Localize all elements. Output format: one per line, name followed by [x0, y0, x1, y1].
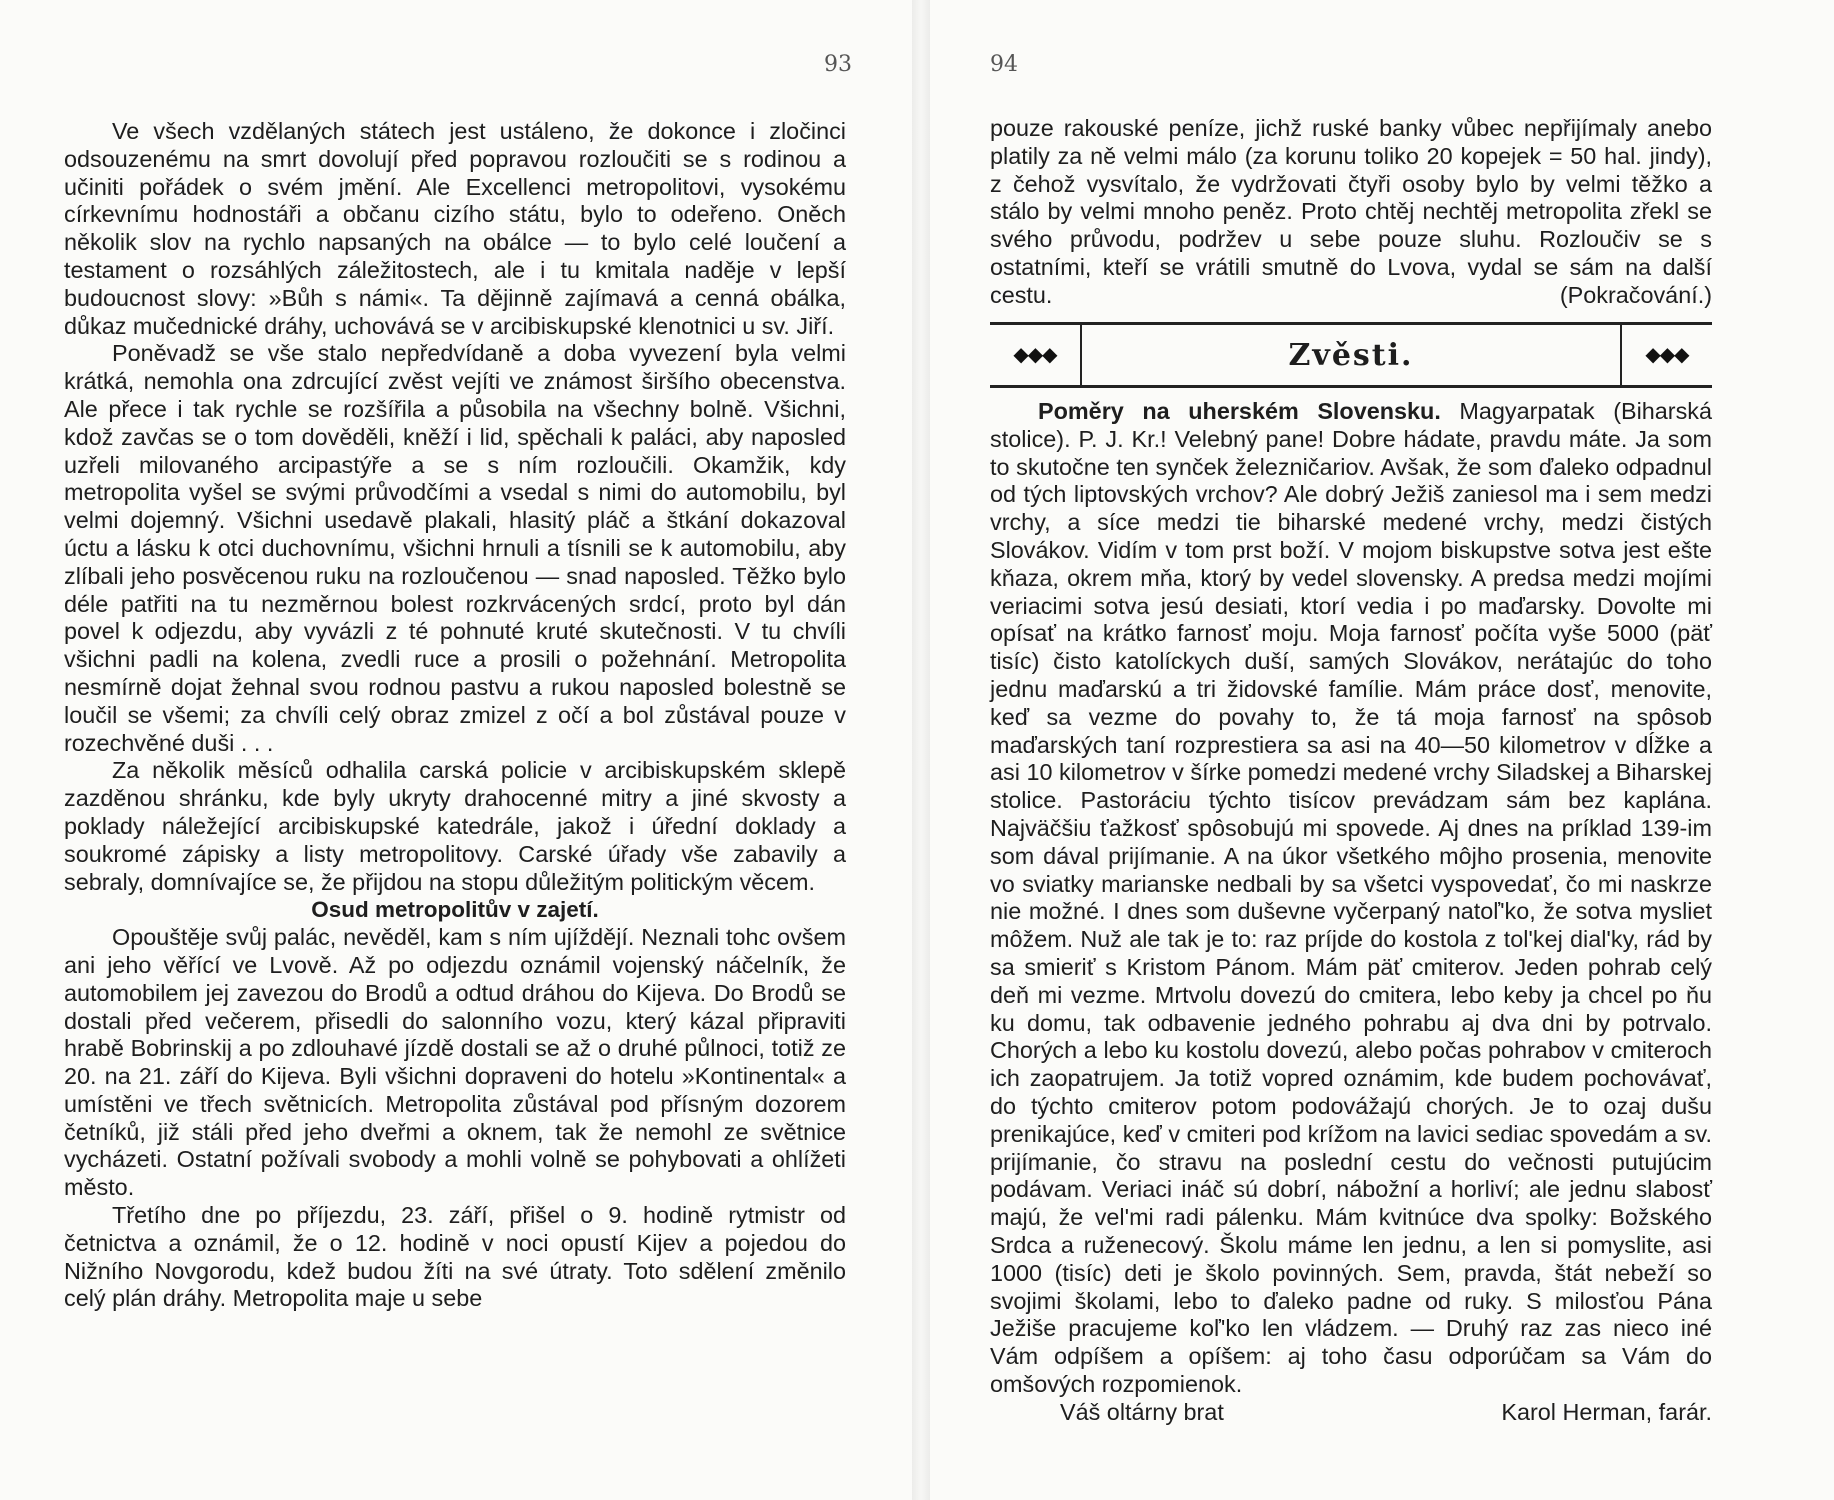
signature-line: [990, 1399, 1712, 1427]
page-number-94: 94: [990, 52, 1018, 77]
paragraph: Ve všech vzdělaných státech jest ustáleno, že dokonce i zločinci odsouzenému na smrt dovolují před popravou rozloučiti se s rodinou a učiniti pořádek o svém jmění. Ale Excellenci metropolitovi, vysokému církevnímu hodnostáři a občanu cizího státu, bylo to odeřeno. Oněch několik slov na rychlo napsaných na obálce — to bylo celé loučení a testament o rozsáhlých záležitostech, ale i tu kmitala naděje v lepší budoucnost slovy: »Bůh s námi«. Ta dějinně zajímavá a cenná obálka, důkaz mučednické dráhy, uchovává se v arcibiskupské klenotnici u sv. Jiří.: [64, 118, 846, 339]
paragraph: Opouštěje svůj palác, nevěděl, kam s ním ujíždějí. Neznali tohc ovšem ani jeho věřící ve Lvově. Až po odjezdu oznámil vojenský náčelník, že automobilem jej zavezou do Brodů a odtud dráhou do Kijeva. Do Brodů se dostali před večerem, přisedli do salonního vozu, který kázal připraviti hrabě Bobrinskij a po zdlouhavé jízdě dostali se až o druhé půlnoci, totiž ze 20. na 21. září do Kijeva. Byli všichni dopraveni do hotelu »Kontinental« a umístěni ve třech světnicích. Metropolita zůstával pod přísným dozorem četníků, již stáli před jeho dveřmi a oknem, tak že nemohl ze světnice vycházeti. Ostatní požívali svobody a mohli volně se pohybovati a ohlížeti město.: [64, 924, 846, 1201]
article-paragraph: [990, 398, 1712, 1399]
paragraph: Poněvadž se vše stalo nepředvídaně a doba vyvezení byla velmi krátká, nemohla ona zdrcující zvěst vejíti ve známost širšího obecenstva. Ale přece i tak rychle se rozšířila a působila na všechny bolně. Všichni, kdož zavčas se o tom dověděli, kněží i lid, spěchali k paláci, aby naposled uzřeli milovaného arcipastýře a se s ním rozloučili. Okamžik, kdy metropolita vyšel se svými průvodčími a vsedal s nimi do automobilu, byl velmi dojemný. Všichni usedavě plakali, hlasitý pláč a štkání dokazoval úctu a lásku k otci duchovnímu, všichni hrnuli a tísnili se k automobilu, aby zlíbali jeho posvěcenou ruku na rozloučenou — snad naposled. Těžko bylo déle patřiti na tu nezměrnou bolest rozkrvácených srdcí, proto byl dán povel k odjezdu, aby vyvázli z té pohnuté kruté skutečnosti. V tu chvíli všichni padli na kolena, zvedli ruce a prosili o požehnání. Metropolita nesmírně dojat žehnal svou rodnou pastvu a rukou naposled bolestně se loučil se všemi; za chvíli celý obraz zmizel z očí a bol zůstával pouze v rozechvěné duši . . .: [64, 340, 846, 756]
paragraph: Třetího dne po příjezdu, 23. září, přišel o 9. hodině rytmistr od četnictva a oznámil, že o 12. hodině v noci opustí Kijev a pojedou do Nižního Novgorodu, kdež budou žíti na své útraty. Toto sdělení změnilo celý plán dráhy. Metropolita maje u sebe: [64, 1202, 846, 1312]
paragraph: Za několik měsíců odhalila carská policie v arcibiskupském sklepě zazděnou shránku, kde byly ukryty drahocenné mitry a jiné skvosty a poklady náležející arcibiskupské katedrále, jakož i úřední doklady a soukromé zápisky a listy metropolitovy. Carské úřady vše zabavily a sebraly, domnívajíce se, že přijdou na stopu důležitým politickým věcem.: [64, 757, 846, 895]
news-section-title: Zvěsti.: [1288, 337, 1414, 373]
left-page: [0, 0, 912, 1500]
paragraph: [990, 115, 1712, 310]
diamond-ornament-icon: ◆◆◆: [990, 325, 1082, 385]
continued-note: (Pokračování.): [1559, 281, 1712, 308]
right-page-article: [990, 398, 1712, 1426]
diamond-ornament-icon: ◆◆◆: [1620, 325, 1712, 385]
left-page-text: [64, 118, 846, 1313]
right-page: [930, 0, 1834, 1500]
author-signature: Karol Herman, farár.: [1501, 1398, 1712, 1425]
article-body: Magyarpatak (Biharská stolice). P. J. Kr.! Velebný pane! Dobre hádate, pravdu máte. Ja som to skutočne ten synček železničariov. Avšak, že som ďaleko odpadnul od tých liptovských vrchov? Ale dobrý Ježiš zaniesol ma i sem medzi vrchy, a síce medzi tie biharské medené vrchy, medzi čistých Slovákov. Vidím v tom prst boží. V mojom biskupstve sotva jest ešte kňaza, okrem mňa, ktorý by vedel slovensky. A predsa medzi mojími veriacimi sotva jesú desiati, ktorí vedia i po maďarsky. Dovolte mi opísať na krátko farnosť moju. Moja farnosť počíta vyše 5000 (päť tisíc) čisto katolíckych duší, samých Slovákov, nerátajúc do toho jednu maďarskú a tri židovské famílie. Mám práce dosť, menovite, keď sa vezme do povahy to, že tá moja farnosť na spôsob maďarských taní rozprestiera sa asi na 40—50 kilometrov v dĺžke a asi 10 kilometrov v šírke pomedzi medené vrchy Siladskej a Biharskej stolice. Pastoráciu týchto tisícov prevádzam sám bez kaplána. Najväčšiu ťažkosť spôsobujú mi spovede. Aj dnes na príklad 139-im som dával prijímanie. A na úkor všetkého môjho prosenia, menovite vo sviatky marianske nedbali by sa všetci vyspovedať, čo mi naskrze nie možné. I dnes som duševne vyčerpaný natoľ'ko, že sotva mysliet môžem. Nuž ale tak je to: raz príjde do kostola z tol'kej dial'ky, rád by sa smieriť s Kristom Pánom. Mám päť cmiterov. Jeden pohrab celý deň mi vezme. Mrtvolu dovezú do cmitera, lebo keby ja chcel po ňu ku domu, tak odbavenie jedného pohrabu aj dva dni by potrvalo. Chorých a lebo ku kostolu dovezú, alebo počas pohrabov v cmiteroch ich zaopatrujem. Ja totiž vopred oznámim, kde budem pochovávať, do týchto cmiterov potom podovážajú chorých. Je to ozaj dušu prenikajúce, keď v cmiteri pod krížom na lavici sediac spovedám a sv. prijímanie, čo stravu na poslední cestu do večnosti putujúcim podávam. Veriaci ináč sú dobrí, nábožní a horliví; ale jednu slabosť majú, že vel'mi radi pálenku. Mám kvitnúce dva spolky: Božského Srdca a ruženecový. Školu máme len jednu, a len si pomyslite, asi 1000 (tisíc) deti je školo povinných. Sem, pravda, štát nebeží so svojimi školami, lebo to ďaleko padne od ruky. S milosťou Pána Ježiše pracujeme koľ'ko len vládzem. — Druhý raz zas nieco iné Vám odpíšem a opíšem: aj toho času odporúčam sa Vám do omšových rozpomienok.: [990, 398, 1712, 1397]
section-heading: Osud metropolitův v zajetí.: [311, 897, 599, 923]
article-lead: Poměry na uherském Slovensku.: [1038, 398, 1441, 424]
page-number-93: 93: [824, 52, 852, 77]
right-page-top-text: [990, 115, 1712, 310]
closing-salutation: Váš oltárny brat: [1060, 1398, 1224, 1425]
news-section-banner: [990, 322, 1712, 388]
paragraph-text: pouze rakouské peníze, jichž ruské banky vůbec nepřijímaly anebo platily za ně velmi málo (za korunu toliko 20 kopejek = 50 hal. jindy), z čehož vysvítalo, že vydržovati čtyři osoby bylo by velmi těžko a stálo by velmi mnoho peněz. Proto chtěj nechtěj metropolita zřekl se svého průvodu, podržev u sebe pouze sluhu. Rozloučiv se s ostatními, kteří se vrátili smutně do Lvova, vydal se sám na další cestu.: [990, 115, 1712, 308]
book-gutter: [912, 0, 930, 1500]
